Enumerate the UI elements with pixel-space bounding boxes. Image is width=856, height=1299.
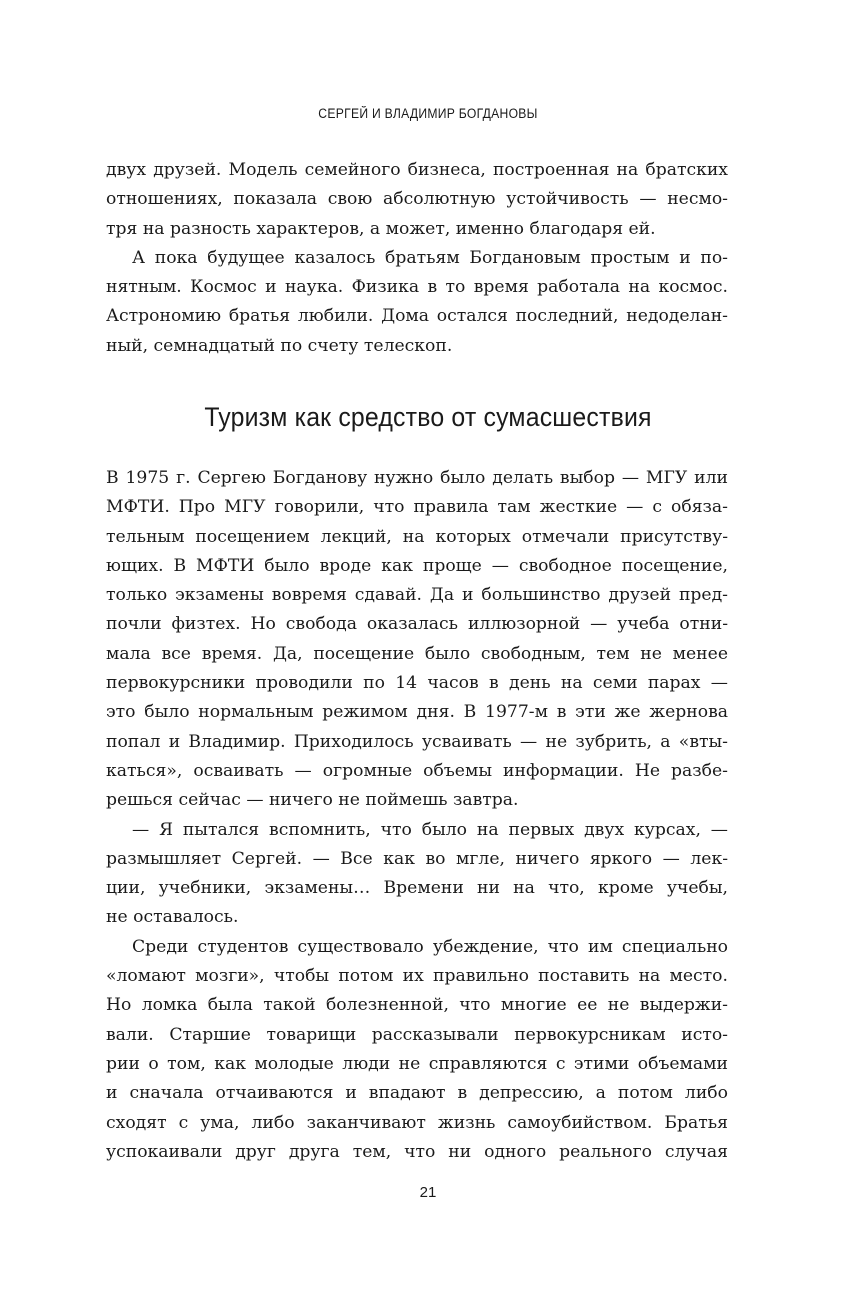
text-line: не оставалось. bbox=[106, 907, 239, 928]
text-line: отношениях, показала свою абсолютную устойчивость — несмо- bbox=[106, 189, 728, 210]
text-line: решься сейчас — ничего не поймешь завтра. bbox=[106, 790, 519, 811]
text-line: успокаивали друг друга тем, что ни одного реального случая bbox=[106, 1141, 728, 1162]
text-line: В 1975 г. Сергею Богданову нужно было делать выбор — МГУ или bbox=[106, 468, 728, 488]
text-block-main bbox=[106, 464, 728, 1167]
text-line: А пока будущее казалось братьям Богдановым простым и по- bbox=[132, 247, 728, 268]
text-line: тельным посещением лекций, на которых отмечали присутству- bbox=[106, 526, 728, 547]
text-line: Среди студентов существовало убеждение, что им специально bbox=[132, 936, 728, 957]
text-line: «ломают мозги», чтобы потом их правильно поставить на место. bbox=[106, 966, 728, 987]
text-line: двух друзей. Модель семейного бизнеса, построенная на братских bbox=[106, 160, 728, 180]
text-line: почли физтех. Но свобода оказалась иллюзорной — учеба отни- bbox=[106, 614, 728, 635]
text-line: рии о том, как молодые люди не справляются с этими объемами bbox=[106, 1053, 728, 1074]
text-line: это было нормальным режимом дня. В 1977-м в эти же жернова bbox=[106, 702, 728, 723]
text-line: тря на разность характеров, а может, именно благодаря ей. bbox=[106, 218, 656, 239]
text-line: размышляет Сергей. — Все как во мгле, ничего яркого — лек- bbox=[106, 848, 728, 869]
text-line: — Я пытался вспомнить, что было на первых двух курсах, — bbox=[132, 819, 728, 840]
paragraph bbox=[106, 933, 728, 1167]
text-line: ющих. В МФТИ было вроде как проще — свободное посещение, bbox=[106, 555, 728, 576]
text-line: МФТИ. Про МГУ говорили, что правила там жесткие — с обяза- bbox=[106, 497, 728, 518]
section-heading: Туризм как средство от сумасшествия bbox=[204, 402, 652, 432]
text-line: попал и Владимир. Приходилось усваивать — не зубрить, а «вты- bbox=[106, 731, 728, 752]
text-line: мала все время. Да, посещение было свободным, тем не менее bbox=[106, 643, 728, 664]
text-line: нятным. Космос и наука. Физика в то время работала на космос. bbox=[106, 277, 728, 298]
text-line: только экзамены вовремя сдавай. Да и большинство друзей пред- bbox=[106, 585, 728, 606]
text-line: сходят с ума, либо заканчивают жизнь самоубийством. Братья bbox=[106, 1112, 728, 1133]
paragraph bbox=[106, 464, 728, 816]
paragraph bbox=[106, 156, 728, 244]
page-number: 21 bbox=[419, 1184, 437, 1201]
text-line: ный, семнадцатый по счету телескоп. bbox=[106, 335, 453, 356]
text-line: первокурсники проводили по 14 часов в день на семи парах — bbox=[106, 673, 728, 694]
paragraph bbox=[106, 816, 728, 933]
text-block-top bbox=[106, 156, 728, 361]
text-line: ции, учебники, экзамены… Времени ни на что, кроме учебы, bbox=[106, 878, 728, 899]
running-head: СЕРГЕЙ И ВЛАДИМИР БОГДАНОВЫ bbox=[318, 106, 538, 121]
text-line: каться», осваивать — огромные объемы информации. Не разбе- bbox=[106, 760, 728, 781]
text-line: и сначала отчаиваются и впадают в депрессию, а потом либо bbox=[106, 1083, 728, 1104]
text-line: вали. Старшие товарищи рассказывали первокурсникам исто- bbox=[106, 1024, 728, 1045]
text-line: Но ломка была такой болезненной, что многие ее не выдержи- bbox=[106, 995, 728, 1016]
text-line: Астрономию братья любили. Дома остался последний, недоделан- bbox=[106, 306, 728, 327]
paragraph bbox=[106, 244, 728, 361]
